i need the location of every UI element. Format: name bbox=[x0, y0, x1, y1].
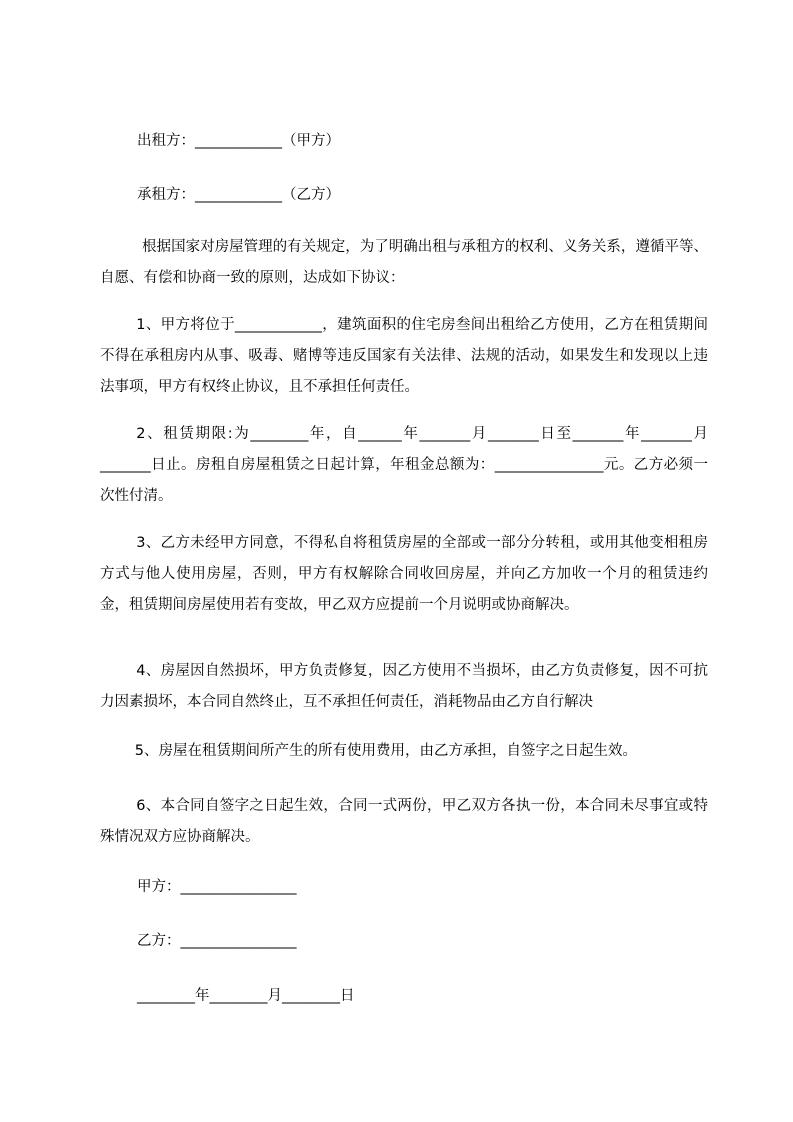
party-a-signature: 甲方：________________ bbox=[137, 879, 297, 895]
signing-date-line: ________年________月________日 bbox=[137, 988, 355, 1004]
party-b-signature: 乙方：________________ bbox=[137, 933, 297, 949]
clause-5: 5、房屋在租赁期间所产生的所有使用费用，由乙方承担，自签字之日起生效。 bbox=[134, 743, 638, 759]
preamble-paragraph: 根据国家对房屋管理的有关规定，为了明确出租与承租方的权利、义务关系，遵循平等、自愿、有偿和协商一致的原则，达成如下协议： bbox=[100, 239, 708, 286]
lessor-line: 出租方：____________（甲方） bbox=[137, 133, 340, 149]
lessee-line: 承租方：____________（乙方） bbox=[137, 187, 340, 203]
clause-3: 3、乙方未经甲方同意，不得私自将租赁房屋的全部或一部分分转租，或用其他变相租房方式与他人使用房屋，否则，甲方有权解除合同收回房屋，并向乙方加收一个月的租赁违约金，租赁期间房屋使用若有变故，甲乙双方应提前一个月说明或协商解决。 bbox=[100, 535, 708, 613]
clause-6: 6、本合同自签字之日起生效，合同一式两份，甲乙双方各执一份，本合同未尽事宜或特殊情况双方应协商解决。 bbox=[100, 798, 708, 845]
clause-2: 2、租赁期限:为________年，自______年_______月_______日至_______年_______月_______日止。房租自房屋租赁之日起计算，年租金总额为：_______________元。乙方必须一次性付清。 bbox=[100, 426, 708, 504]
clause-4: 4、房屋因自然损坏，甲方负责修复，因乙方使用不当损坏，由乙方负责修复，因不可抗力因素损坏，本合同自然终止，互不承担任何责任，消耗物品由乙方自行解决 bbox=[100, 663, 708, 710]
clause-1: 1、甲方将位于____________，建筑面积的住宅房叁间出租给乙方使用，乙方在租赁期间不得在承租房内从事、吸毒、赌博等违反国家有关法律、法规的活动，如果发生和发现以上违法事项，甲方有权终止协议，且不承担任何责任。 bbox=[100, 317, 708, 395]
